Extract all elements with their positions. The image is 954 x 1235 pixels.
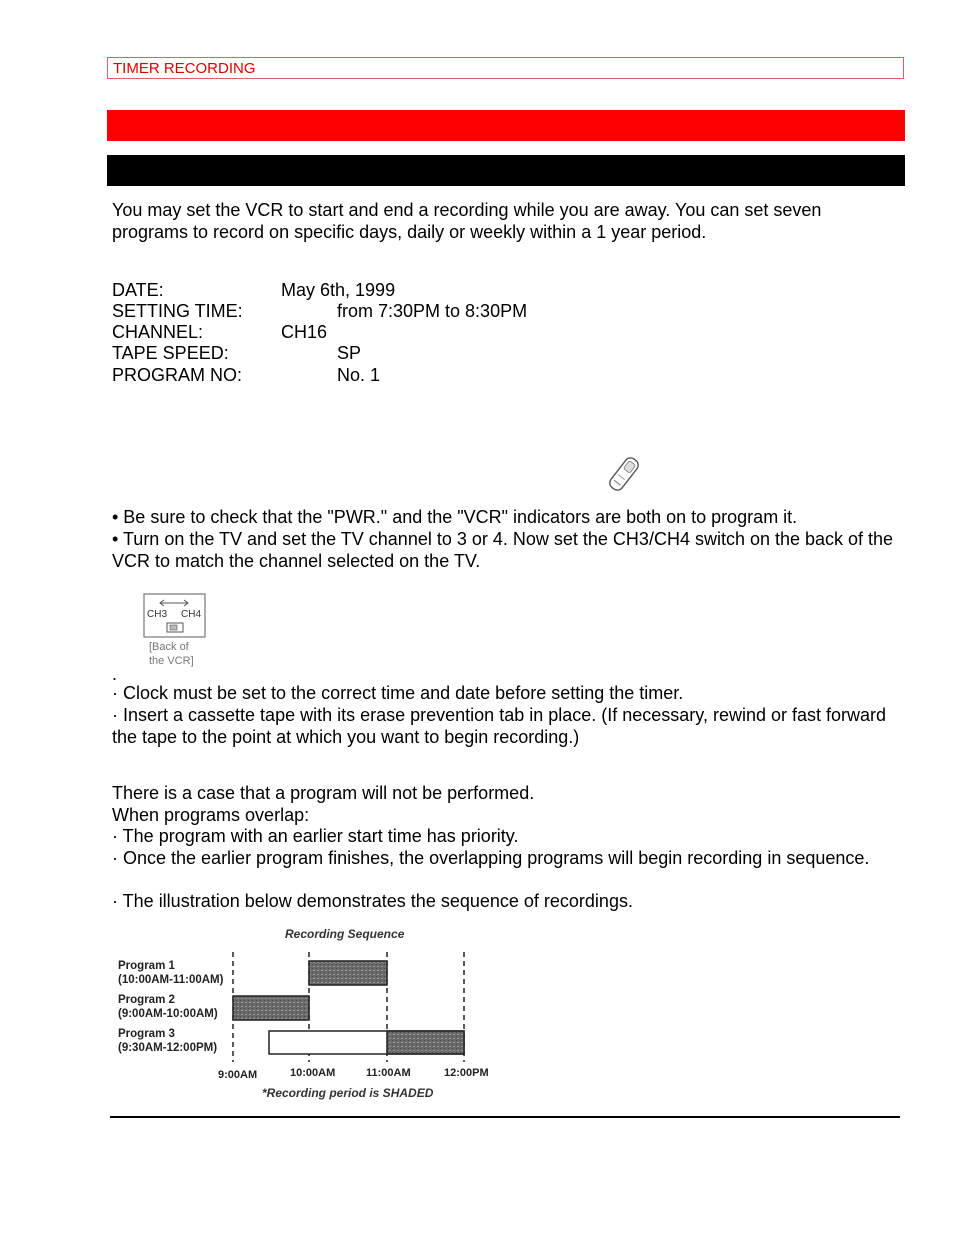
note-tv-channel: • Turn on the TV and set the TV channel to 3 or 4. Now set the CH3/CH4 switch on the back of the VCR to match the channel selected on the TV. [112,529,894,571]
red-title-bar [107,110,905,141]
tick-label: 10:00AM [290,1067,336,1079]
check-cassette: · Insert a cassette tape with its erase prevention tab in place. (If necessary, rewind or fast forward the tape to the point at which you want to begin recording.) [112,705,887,747]
note-power-indicators: • Be sure to check that the "PWR." and the "VCR" indicators are both on to program it. [112,507,798,527]
switch-caption-line1: [Back of [149,641,189,653]
tick-label: 11:00AM [366,1067,411,1079]
overlap-illustration-note: · The illustration below demonstrates the sequence of recordings. [112,891,633,911]
diagram-footnote: *Recording period is SHADED [262,1086,434,1100]
example-label: PROGRAM NO: [112,365,243,385]
intro-paragraph: You may set the VCR to start and end a recording while you are away. You can set seven programs to record on specific days, daily or weekly within a 1 year period. [112,200,822,242]
check-clock: · Clock must be set to the correct time and date before setting the timer. [112,683,684,703]
tick-label: 9:00AM [218,1069,258,1081]
program-1-shaded-bar [309,961,387,985]
stray-dot: . [112,664,118,684]
overlap-heading: When programs overlap: [112,805,310,825]
example-label: CHANNEL: [112,322,204,342]
diagram-title: Recording Sequence [285,927,405,941]
recording-sequence-diagram [110,922,500,1107]
overlap-rule-sequence: · Once the earlier program finishes, the overlapping programs will begin recording in sequence. [112,848,870,868]
footer-rule [110,1116,900,1118]
example-value: SP [337,343,362,363]
example-value: May 6th, 1999 [281,280,396,300]
example-value: No. 1 [337,365,381,385]
example-label: DATE: [112,280,164,300]
program-2-name: Program 2 [118,994,175,1006]
tick-label: 12:00PM [444,1067,489,1079]
remote-control-icon [600,452,648,496]
section-title: TIMER RECORDING [113,60,256,77]
example-value: from 7:30PM to 8:30PM [337,301,528,321]
program-3-name: Program 3 [118,1028,175,1040]
program-3-time: (9:30AM-12:00PM) [118,1042,218,1054]
ch3-ch4-switch-figure [140,590,210,675]
example-label: TAPE SPEED: [112,343,229,363]
section-header-box [107,57,904,79]
overlap-rule-priority: · The program with an earlier start time has priority. [112,826,519,846]
switch-caption-line2: the VCR] [149,655,194,667]
example-label: SETTING TIME: [112,301,243,321]
ch3-label: CH3 [147,609,168,620]
black-title-bar [107,155,905,186]
program-2-shaded-bar [233,996,309,1020]
program-1-time: (10:00AM-11:00AM) [118,974,224,986]
program-3-shaded-bar [387,1031,464,1054]
program-1-name: Program 1 [118,960,175,972]
ch4-label: CH4 [181,609,202,620]
example-value: CH16 [281,322,328,342]
program-2-time: (9:00AM-10:00AM) [118,1008,218,1020]
overlap-intro: There is a case that a program will not be performed. [112,783,535,803]
